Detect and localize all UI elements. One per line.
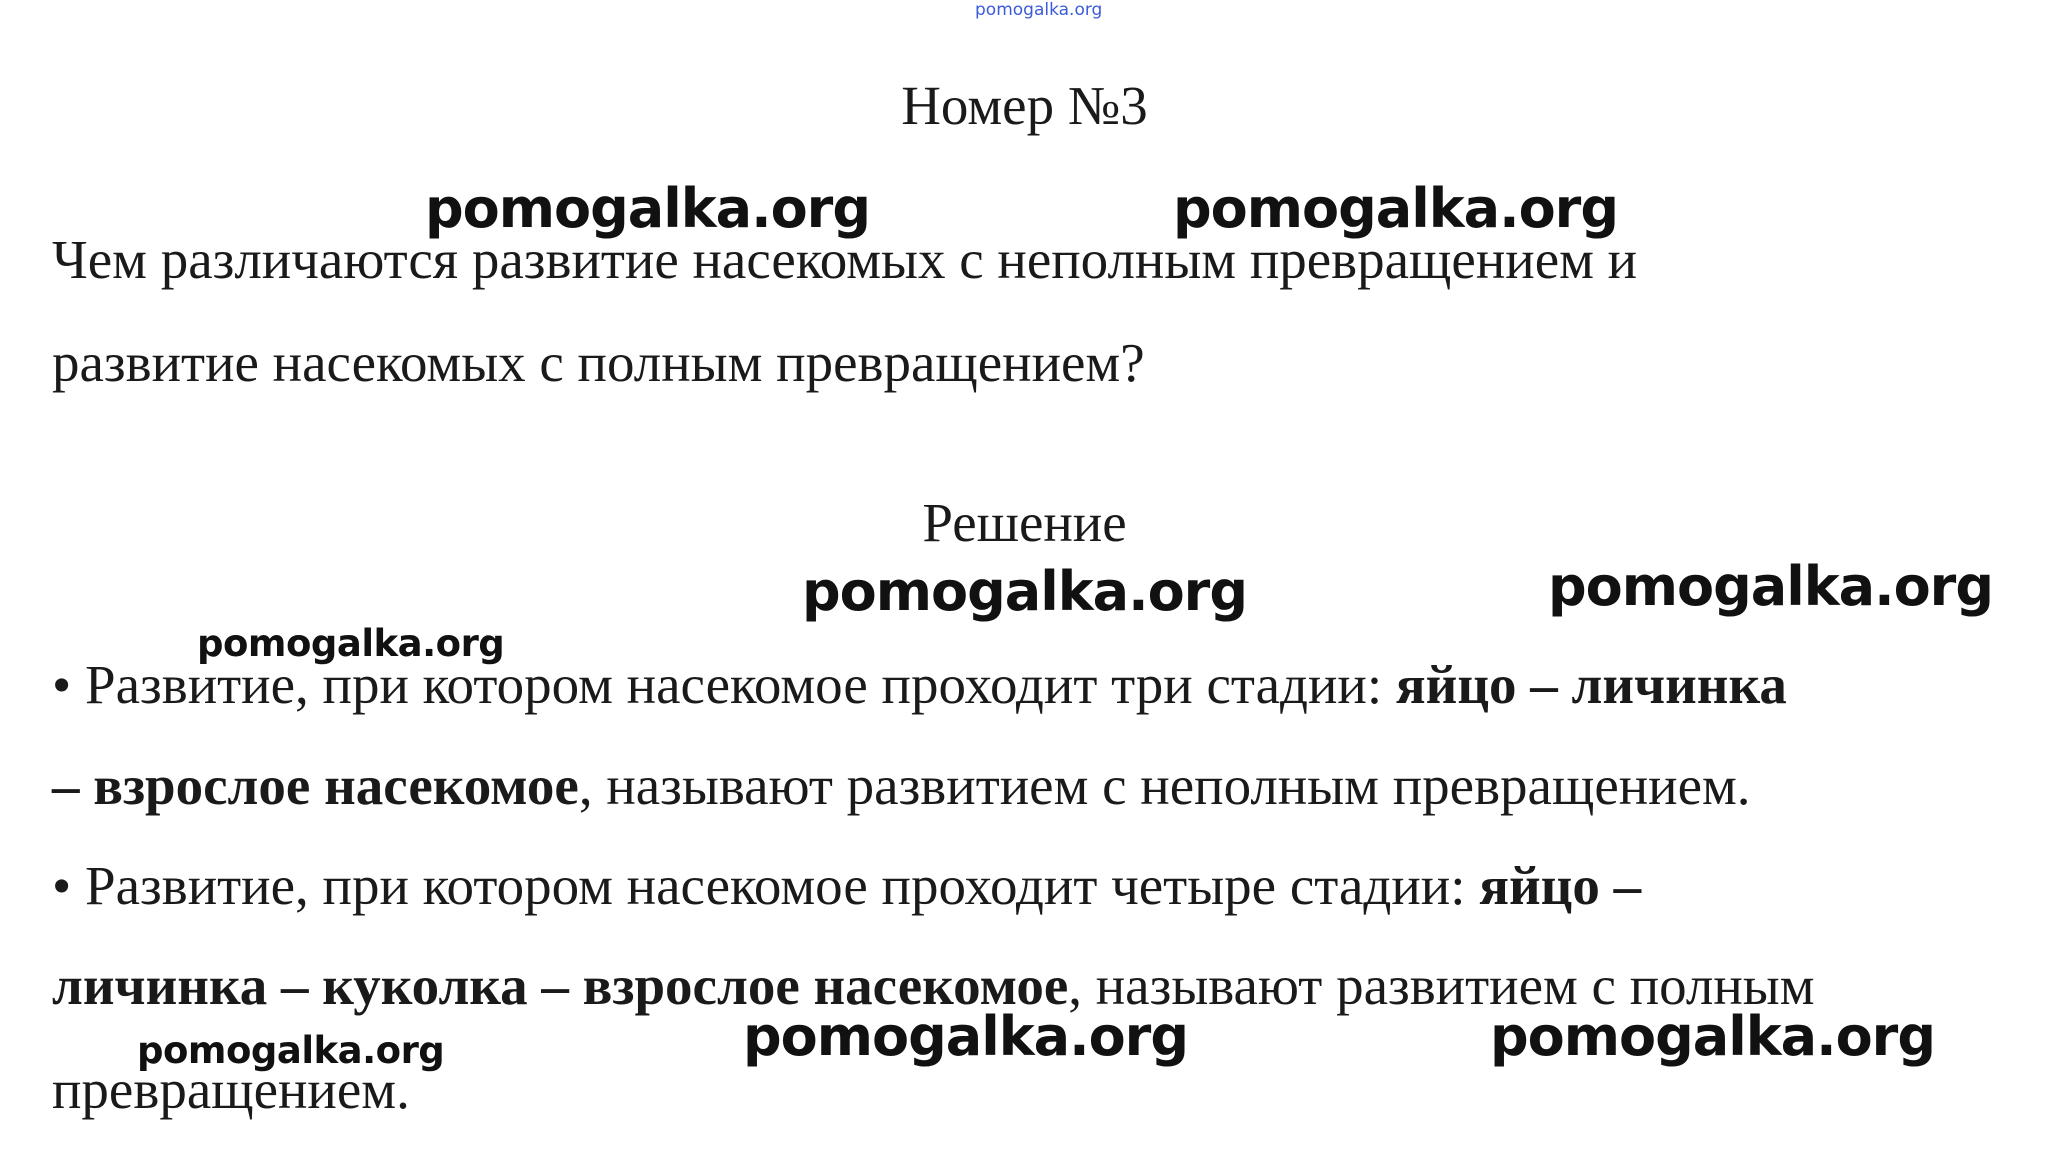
solution-heading: Решение <box>922 492 1127 553</box>
task-title: Номер №3 <box>901 75 1148 136</box>
p2-line2-text: , называют развитием с полным <box>1068 955 1815 1016</box>
p1-line1-bold: яйцо – личинка <box>1395 654 1787 715</box>
question-line-2: развитие насекомых с полным превращением? <box>52 332 1145 393</box>
p2-line1-text: • Развитие, при котором насекомое проходит четыре стадии: <box>52 855 1480 916</box>
p1-line2-text: , называют развитием с неполным превращением. <box>578 755 1751 816</box>
watermark-6: pomogalka.org <box>743 1005 1188 1068</box>
question-line-1: Чем различаются развитие насекомых с неполным превращением и <box>52 229 1638 290</box>
p1-line2-bold: – взрослое насекомое <box>52 755 579 816</box>
top-watermark: pomogalka.org <box>975 0 1103 20</box>
watermark-8: pomogalka.org <box>137 1029 445 1072</box>
solution-p1-line-2 <box>52 755 1751 816</box>
watermark-5: pomogalka.org <box>197 622 505 665</box>
watermark-2: pomogalka.org <box>1173 177 1618 240</box>
solution-p2-line-1 <box>52 855 1642 916</box>
solution-p1-line-1 <box>52 654 1787 715</box>
watermark-3: pomogalka.org <box>802 560 1247 623</box>
watermark-7: pomogalka.org <box>1490 1005 1935 1068</box>
p2-line2-bold: личинка – куколка – взрослое насекомое <box>52 955 1069 1016</box>
watermark-4: pomogalka.org <box>1548 555 1993 618</box>
solution-p2-line-3: превращением. <box>52 1059 410 1120</box>
p2-line1-bold: яйцо – <box>1479 855 1642 916</box>
p1-line1-text: • Развитие, при котором насекомое проходит три стадии: <box>52 654 1396 715</box>
watermark-1: pomogalka.org <box>425 177 870 240</box>
